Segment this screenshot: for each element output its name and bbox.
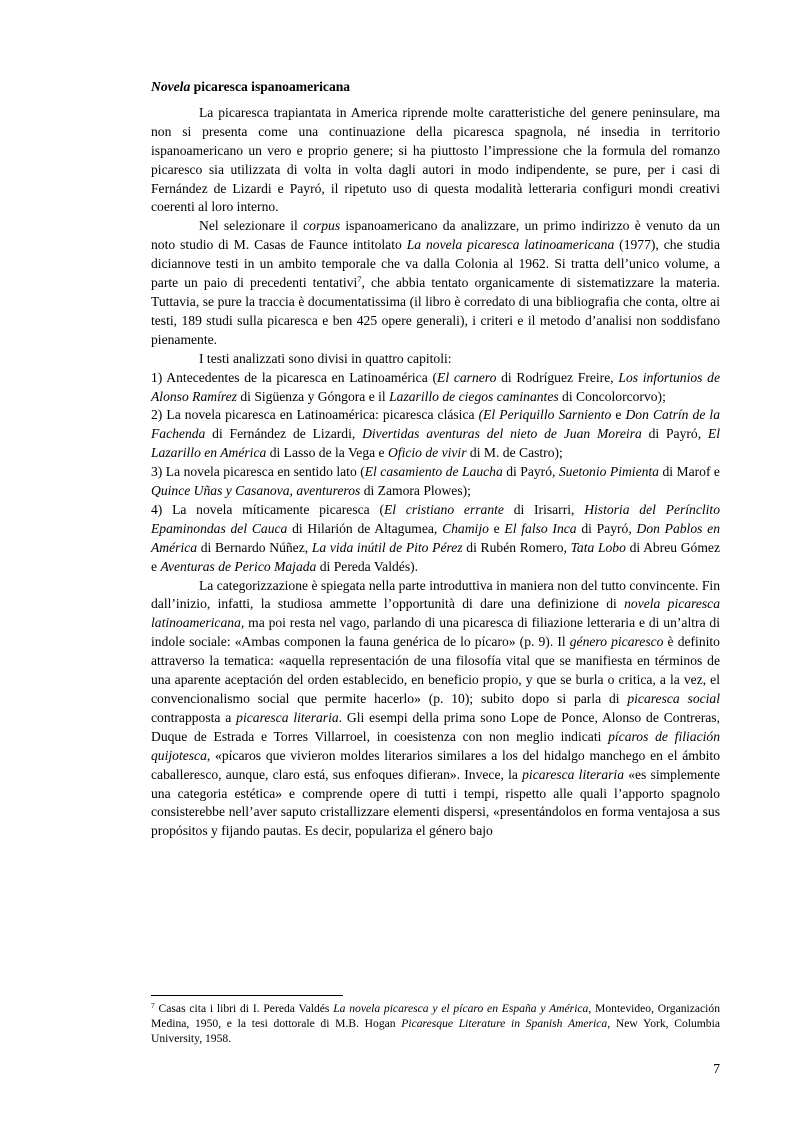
- section-heading: Novela picaresca ispanoamericana: [151, 79, 351, 94]
- list-item-4: 4) La novela míticamente picaresca (El cristiano errante di Irisarri, Historia del Perínclito Epaminondas del Cauca di Hilarión de Altagumea, Chamijo e El falso Inca di Payró, Don Pablos en América di Bernardo Núñez, La vida inútil de Pito Pérez di Rubén Romero, Tata Lobo di Abreu Gómez e Aventuras de Perico Majada di Pereda Valdés).: [151, 501, 720, 574]
- list-item-1: 1) Antecedentes de la picaresca en Latinoamérica (El carnero di Rodríguez Freire, Los infortunios de Alonso Ramírez di Sigüenza y Góngora e il Lazarillo de ciegos caminantes di Concolorcorvo);: [151, 369, 721, 404]
- paragraph-1: La picaresca trapiantata in America riprende molte caratteristiche del genere peninsulare, ma non si presenta come una continuazione della picaresca spagnola, né insedia in territorio ispanoamericano un vero e proprio genere; si ha piuttosto l’impressione che la formula del romanzo picaresco sia utilizzata di volta in volta dagli autori in modo indipendente, se pure, per i casi di Fernández de Lizardi e Payró, il ripetuto uso di questa modalità letteraria configuri mondi creativi coerenti al loro interno.: [151, 104, 720, 215]
- footnote-number: 7: [151, 1001, 155, 1010]
- footnote: $^7$ Casas cita i libri di I. Pereda Valdés La novela picaresca y el pícaro en España y América, Montevideo, Organización Medina, 1950, e la tesi dottorale di M.B. Hogan Picaresque Literature in Spanish America, New York, Columbia University, 1958.: [151, 1001, 720, 1046]
- page-number: 7: [713, 1061, 720, 1076]
- paragraph-4: La categorizzazione è spiegata nella parte introduttiva in maniera non del tutto convincente. Fin dall’inizio, infatti, la studiosa ammette l’opportunità di dare una definizione di novela picaresca latinoamericana, ma poi resta nel vago, parlando di una picaresca di filiazione letteraria e di un’altra di indole sociale: «Ambas componen la fauna genérica de lo pícaro» (p. 9). Il género picaresco è definito attraverso la tematica: «aquella representación de una filosofía vital que se manifiesta en términos de una aparente aceptación del orden establecido, en beneficio propio, y que se burla o critica, a la vez, el convencionalismo social que permite hacerlo» (p. 10); subito dopo si parla di picaresca social contrapposta a picaresca literaria. Gli esempi della prima sono Lope de Ponce, Alonso de Contreras, Duque de Estrada e Torres Villarroel, in coesistenza con non meglio indicati pícaros de filiación quijotesca, «pícaros que vivieron moldes literarios similares a los del hidalgo manchego en el ámbito caballeresco, aunque, claro está, sus enfoques difieran». Invece, la picaresca literaria «es simplemente una categoria estética» e comprende opere di tutti i tempi, rispetto alle quali l’apporto spagnolo consisterebbe nell’aver saputo cristallizzare elementi dispersi, «presentándolos en forma ventajosa a sus propósitos y fijando pautas. Es decir, populariza el género bajo: [151, 577, 721, 839]
- page-body: [151, 78, 720, 841]
- footnote-separator: [151, 995, 343, 996]
- paragraph-3: I testi analizzati sono divisi in quattro capitoli:: [199, 350, 452, 366]
- paragraph-2: Nel selezionare il corpus ispanoamericano da analizzare, un primo indirizzo è venuto da un noto studio di M. Casas de Faunce intitolato La novela picaresca latinoamericana (1977), che studia diciannove testi in un ambito temporale che va dalla Colonia al 1962. Si tratta dell’unico volume, a parte un paio di precedenti tentativi$^7$, che abbia tentato organicamente di sistematizzare la materia. Tuttavia, se pure la traccia è documentatissima (il libro è corredato di una bibliografia che conta, oltre ai testi, 189 studi sulla picaresca e ben 425 opere generali), i criteri e il metodo d’analisi non soddisfano pienamente.: [151, 218, 720, 347]
- list-item-2: 2) La novela picaresca en Latinoamérica: picaresca clásica (El Periquillo Sarniento e Don Catrín de la Fachenda di Fernández de Lizardi, Divertidas aventuras del nieto de Juan Moreira di Payró, El Lazarillo en América di Lasso de la Vega e Oficio de vivir di M. de Castro);: [151, 407, 720, 461]
- footnote-ref: 7: [357, 274, 362, 285]
- list-item-3: 3) La novela picaresca en sentido lato (El casamiento de Laucha di Payró, Suetonio Pimienta di Marof e Quince Uñas y Casanova, aventureros di Zamora Plowes);: [151, 464, 720, 499]
